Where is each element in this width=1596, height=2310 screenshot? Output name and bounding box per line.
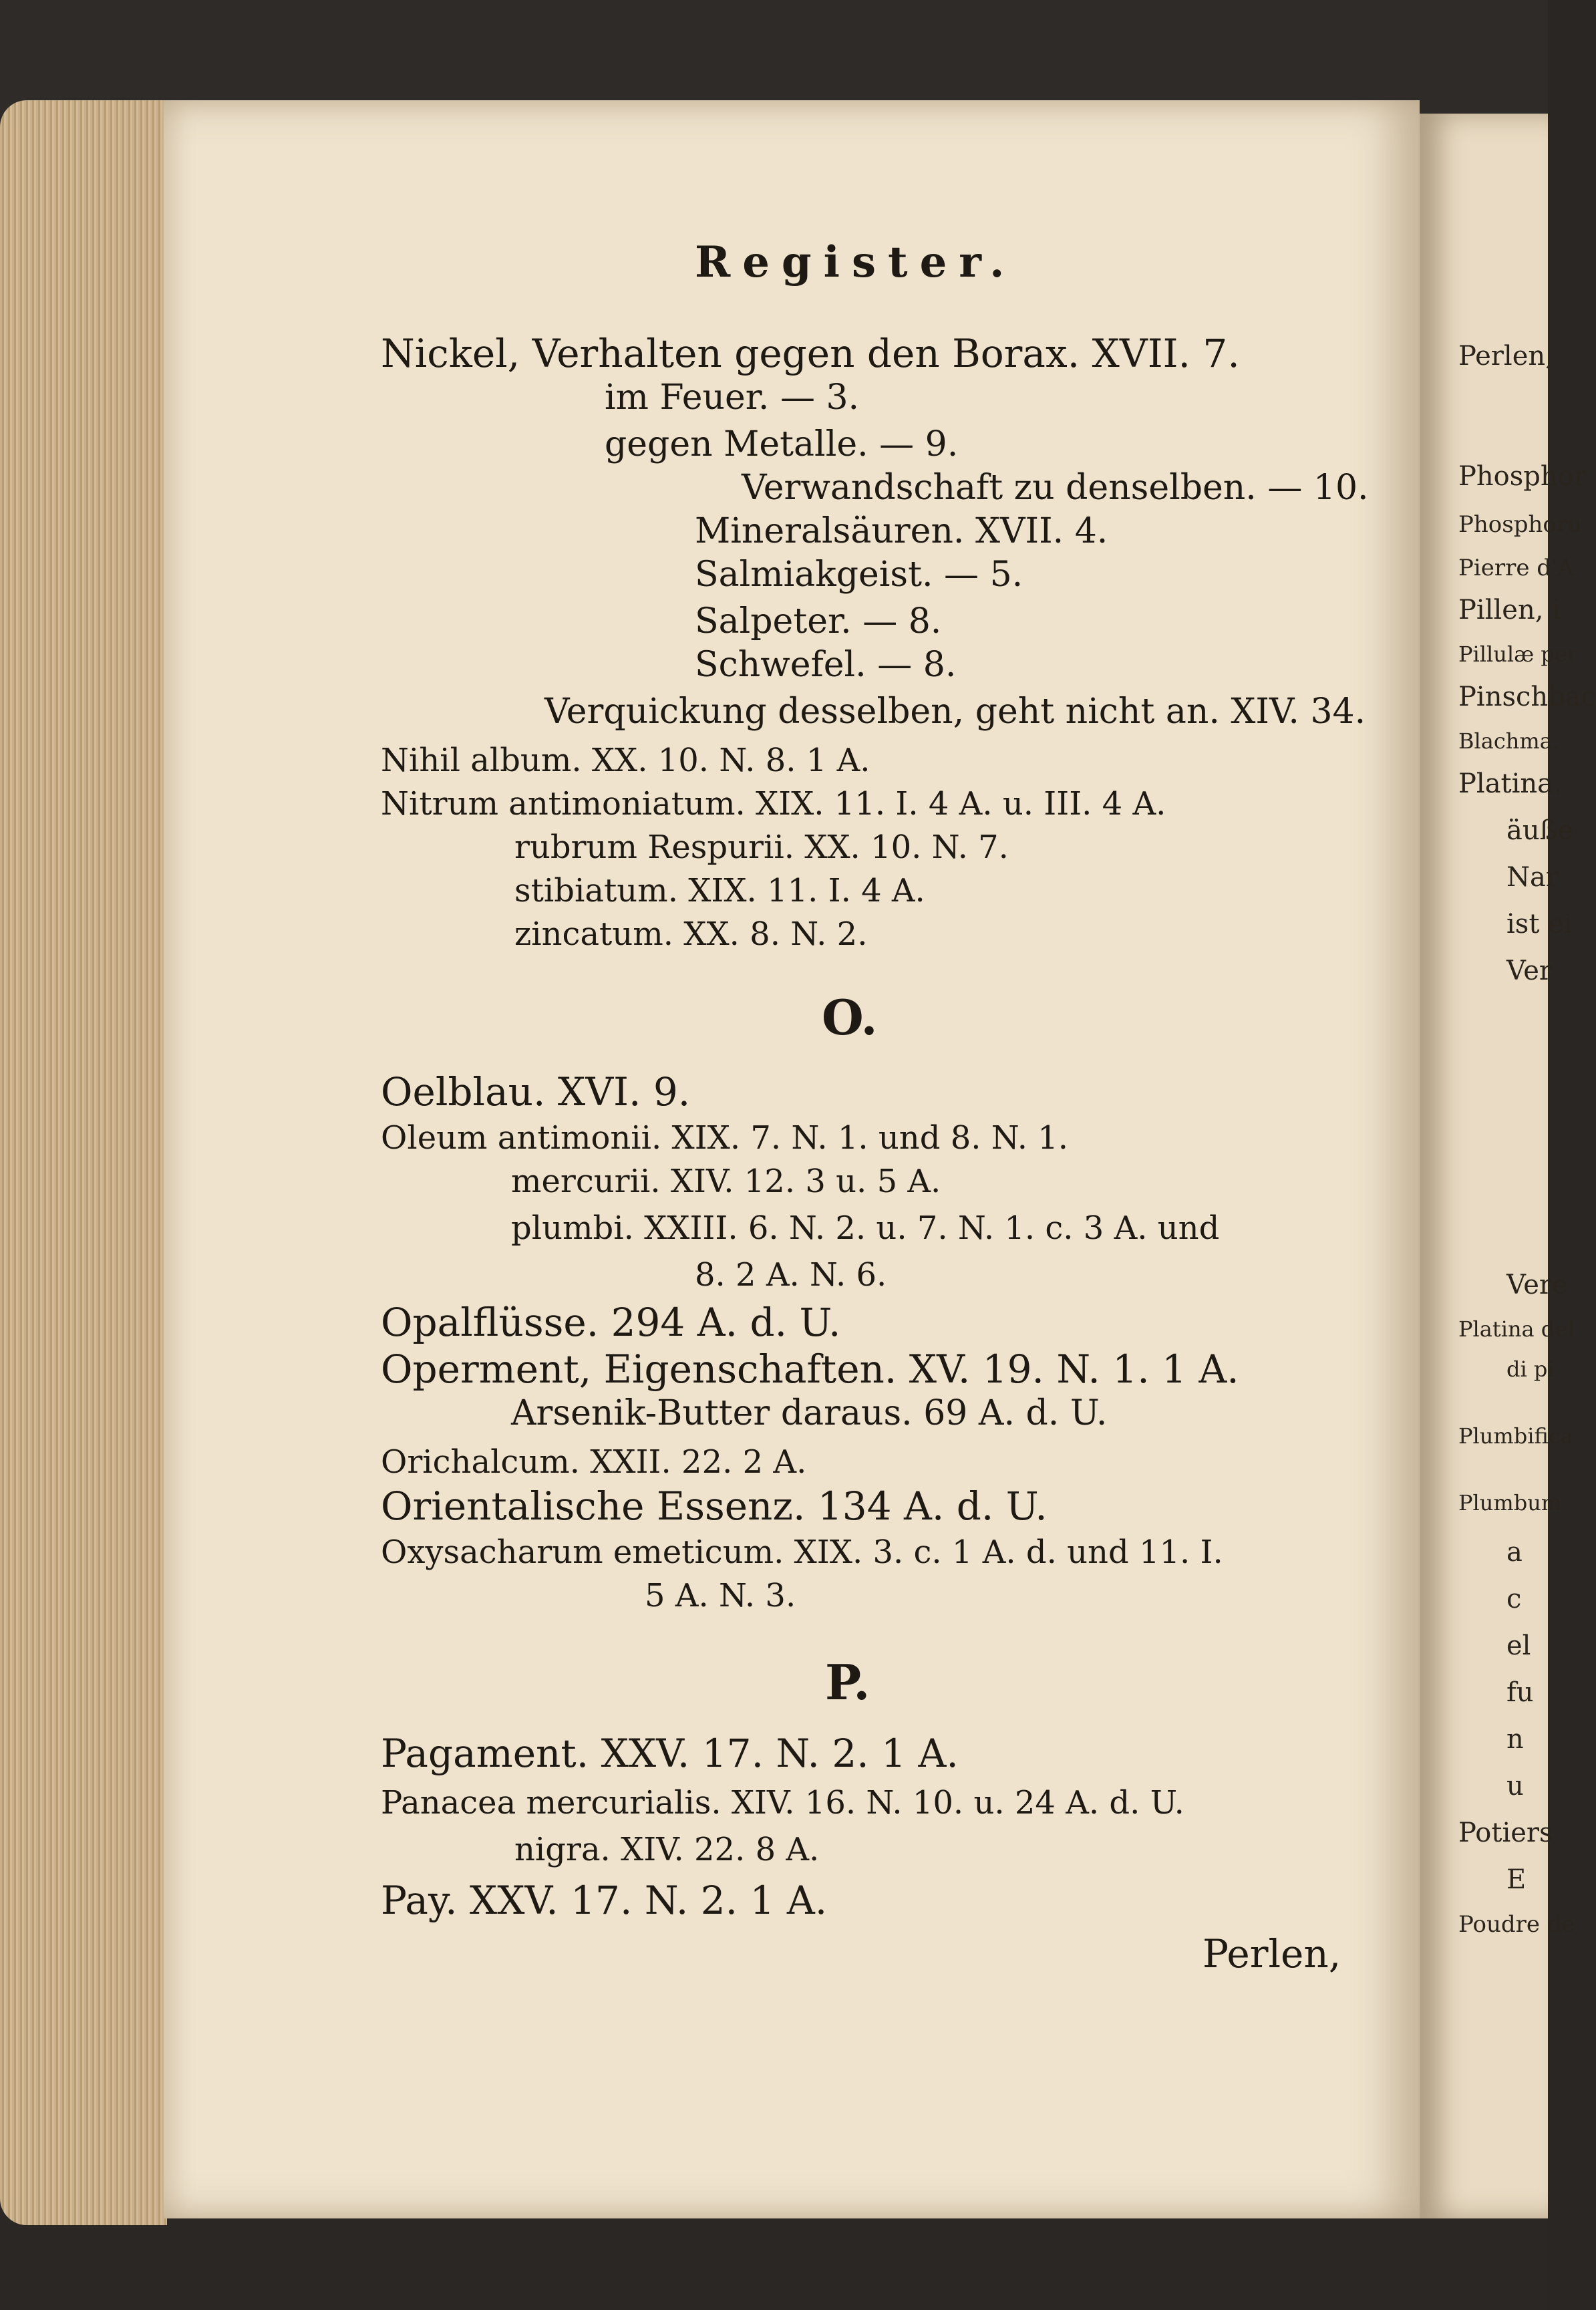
entry-line: Salmiakgeist. — 5.: [695, 555, 1023, 595]
facing-fragment: Vere: [1506, 1270, 1568, 1300]
section-letter-p: P.: [825, 1654, 870, 1711]
facing-fragment: E: [1506, 1864, 1527, 1895]
entry-line: nigra. XIV. 22. 8 A.: [514, 1831, 820, 1868]
entry-line: rubrum Respurii. XX. 10. N. 7.: [514, 829, 1009, 866]
section-letter-o: O.: [822, 989, 878, 1046]
running-head: Register.: [695, 237, 1017, 287]
facing-fragment: Perlen,: [1458, 341, 1554, 372]
entry-line: Panacea mercurialis. XIV. 16. N. 10. u. 24 A. d. U.: [381, 1784, 1184, 1822]
facing-fragment: Plumbum: [1458, 1490, 1562, 1515]
entry-line: mercurii. XIV. 12. 3 u. 5 A.: [511, 1163, 941, 1200]
entry-line: gegen Metalle. — 9.: [605, 424, 959, 464]
facing-fragment: Phosphoru: [1458, 511, 1582, 538]
entry-line: Orichalcum. XXII. 22. 2 A.: [381, 1443, 807, 1481]
entry-line: plumbi. XXIII. 6. N. 2. u. 7. N. 1. c. 3 A. und: [511, 1209, 1220, 1247]
page-edges: [0, 100, 167, 2225]
entry-line: Pay. XXV. 17. N. 2. 1 A.: [381, 1878, 828, 1923]
entry-line: Pagament. XXV. 17. N. 2. 1 A.: [381, 1731, 959, 1776]
entry-line: Opalflüsse. 294 A. d. U.: [381, 1300, 841, 1345]
entry-line: Operment, Eigenschaften. XV. 19. N. 1. 1 A.: [381, 1346, 1239, 1392]
facing-fragment: Platina.: [1458, 768, 1562, 799]
entry-line: Oelblau. XVI. 9.: [381, 1069, 691, 1115]
facing-fragment: Pierre d'A: [1458, 555, 1574, 581]
facing-fragment: fu: [1506, 1677, 1534, 1708]
entry-line: Schwefel. — 8.: [695, 645, 957, 685]
entry-line: im Feuer. — 3.: [605, 378, 860, 418]
entry-line: Salpeter. — 8.: [695, 601, 942, 641]
facing-fragment: Blachma.: [1458, 728, 1559, 754]
facing-fragment: äuße: [1506, 815, 1573, 846]
entry-line: Oxysacharum emeticum. XIX. 3. c. 1 A. d. und 11. I.: [381, 1534, 1223, 1571]
facing-fragment: Poudre de: [1458, 1911, 1575, 1938]
facing-fragment: Plumbifica: [1458, 1423, 1573, 1449]
entry-line: Arsenik-Butter daraus. 69 A. d. U.: [511, 1393, 1108, 1433]
entry-line: Verquickung desselben, geht nicht an. XIV. 34.: [544, 692, 1366, 732]
facing-page: [1420, 114, 1596, 2218]
facing-fragment: el: [1506, 1630, 1531, 1661]
facing-fragment: c: [1506, 1584, 1522, 1614]
entry-line: Nihil album. XX. 10. N. 8. 1 A.: [381, 742, 870, 779]
facing-fragment: Platina del: [1458, 1316, 1575, 1342]
entry-line: Verwandschaft zu denselben. — 10.: [742, 468, 1369, 508]
entry-line: Mineralsäuren. XVII. 4.: [695, 511, 1108, 551]
entry-line: Nitrum antimoniatum. XIX. 11. I. 4 A. u. III. 4 A.: [381, 785, 1166, 823]
facing-fragment: Phosphor: [1458, 461, 1587, 492]
entry-line: Nickel, Verhalten gegen den Borax. XVII. 7.: [381, 331, 1240, 376]
entry-line: Orientalische Essenz. 134 A. d. U.: [381, 1483, 1048, 1529]
facing-fragment: Pillen, i: [1458, 595, 1561, 625]
facing-fragment: di pi: [1506, 1356, 1555, 1382]
background-top: [0, 0, 1548, 117]
facing-fragment: a: [1506, 1537, 1523, 1568]
entry-line: zincatum. XX. 8. N. 2.: [514, 915, 868, 953]
facing-fragment: n: [1506, 1724, 1524, 1755]
facing-fragment: u: [1506, 1771, 1524, 1801]
facing-fragment: Pinschbac: [1458, 682, 1596, 712]
facing-fragment: Pillulæ per: [1458, 641, 1578, 667]
facing-fragment: Nar: [1506, 862, 1559, 893]
entry-line: 8. 2 A. N. 6.: [695, 1256, 887, 1294]
entry-line: stibiatum. XIX. 11. I. 4 A.: [514, 872, 925, 909]
facing-fragment: Potiers: [1458, 1818, 1553, 1848]
facing-fragment: ist ei: [1506, 909, 1573, 940]
catchword: Perlen,: [1203, 1931, 1341, 1977]
facing-fragment: Ver: [1506, 956, 1553, 986]
entry-line: Oleum antimonii. XIX. 7. N. 1. und 8. N. 1.: [381, 1119, 1068, 1157]
entry-line: 5 A. N. 3.: [645, 1577, 796, 1614]
